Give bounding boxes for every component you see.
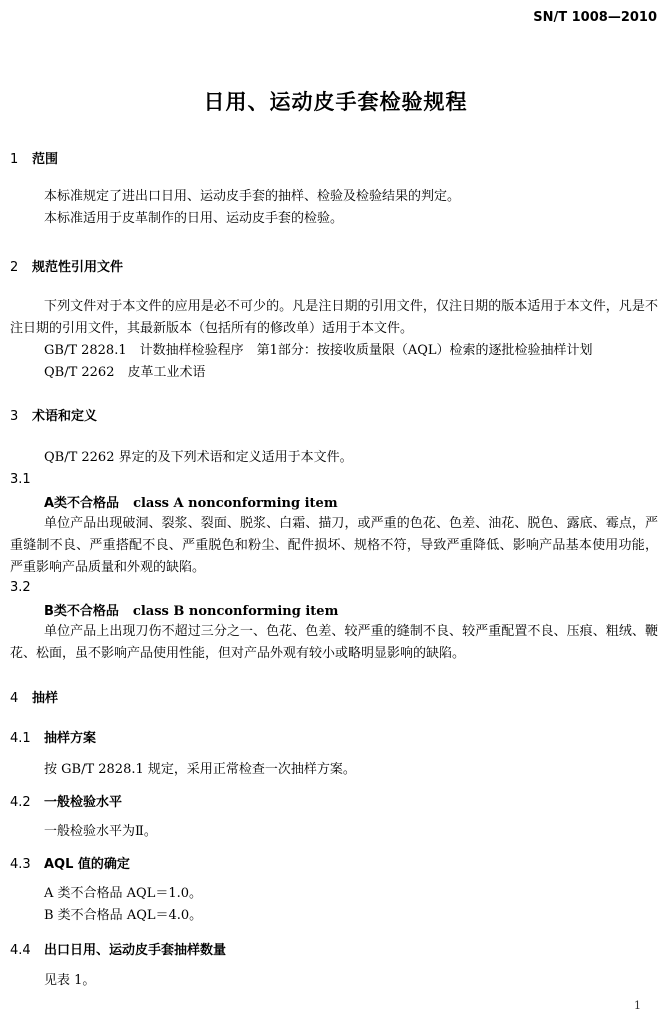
section-number: 4 [10,691,19,706]
section-title: 出口日用、运动皮手套抽样数量 [44,943,227,958]
paragraph: B 类不合格品 AQL＝4.0。 [44,908,203,923]
document-id: SN/T 1008—2010 [533,10,657,25]
term-entry [44,492,338,511]
section-number: 4.3 [10,857,31,872]
section-title: 抽样方案 [44,731,97,746]
section-4-heading [10,687,58,706]
section-title: 范围 [32,152,59,167]
subsection-4-2-heading [10,791,122,810]
paragraph: 本标准规定了进出口日用、运动皮手套的抽样、检验及检验结果的判定。 [44,189,461,204]
section-title: 术语和定义 [32,409,98,424]
section-1-heading [10,148,58,167]
term-definition: 单位产品出现破洞、裂浆、裂面、脱浆、白霜、描刀，或严重的色花、色差、油花、脱色、露底、霉点，严重缝制不良、严重搭配不良、严重脱色和粉尘、配件损坏、规格不符，导致严重降低、影响产品基本使用功能，严重影响产品质量和外观的缺陷。 [10,516,658,575]
page-number: 1 [634,999,641,1012]
section-title: 一般检验水平 [44,795,123,810]
paragraph: 一般检验水平为Ⅱ。 [44,824,157,839]
subsection-4-4-heading [10,939,226,958]
paragraph: 本标准适用于皮革制作的日用、运动皮手套的检验。 [44,211,344,226]
page-title: 日用、运动皮手套检验规程 [203,90,468,114]
normative-reference: GB/T 2828.1 计数抽样检验程序 第1部分：按接收质量限（AQL）检索的逐批检验抽样计划 [44,343,593,358]
term-definition: 单位产品上出现刀伤不超过三分之一、色花、色差、较严重的缝制不良、较严重配置不良、压痕、粗绒、鞭花、松面，虽不影响产品使用性能，但对产品外观有较小或略明显影响的缺陷。 [10,624,658,661]
section-number: 4.2 [10,795,31,810]
clause-number: 3.2 [10,580,31,595]
term-chinese: B类不合格品 [44,604,119,619]
section-title: 抽样 [32,691,59,706]
term-entry [44,600,338,619]
subsection-4-1-heading [10,727,96,746]
section-3-heading [10,405,97,424]
paragraph: 见表 1。 [44,973,96,988]
section-number: 1 [10,152,19,167]
paragraph: QB/T 2262 界定的及下列术语和定义适用于本文件。 [44,450,353,465]
section-number: 3 [10,409,19,424]
section-number: 4.4 [10,943,31,958]
paragraph: 按 GB/T 2828.1 规定，采用正常检查一次抽样方案。 [44,762,356,777]
subsection-4-3-heading [10,853,130,872]
section-number: 4.1 [10,731,31,746]
term-english: class B nonconforming item [132,604,339,619]
section-title: AQL 值的确定 [44,857,130,872]
section-title: 规范性引用文件 [32,260,124,275]
term-chinese: A类不合格品 [44,496,120,511]
paragraph: 下列文件对于本文件的应用是必不可少的。凡是注日期的引用文件，仅注日期的版本适用于本文件，凡是不注日期的引用文件，其最新版本（包括所有的修改单）适用于本文件。 [10,299,658,336]
section-number: 2 [10,260,19,275]
paragraph: A 类不合格品 AQL＝1.0。 [44,886,203,901]
normative-reference: QB/T 2262 皮革工业术语 [44,365,206,380]
term-english: class A nonconforming item [133,496,338,511]
section-2-heading [10,256,123,275]
clause-number: 3.1 [10,472,31,487]
